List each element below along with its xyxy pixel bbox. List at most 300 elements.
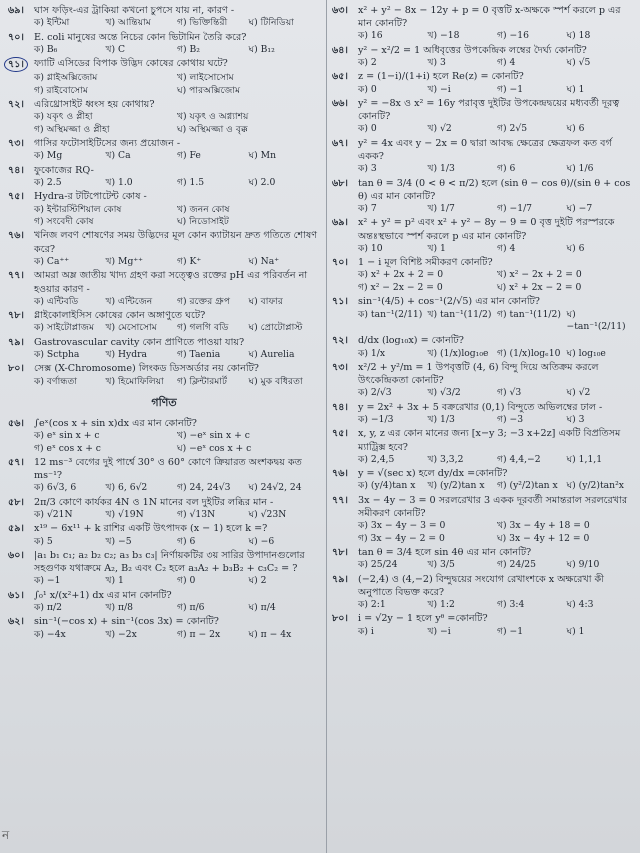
option: ক) 2:1 xyxy=(358,599,386,610)
option: ক) 3 xyxy=(358,163,377,175)
option: ক) x² + 2x + 2 = 0 xyxy=(358,269,444,281)
question-number: ৬২। xyxy=(8,616,24,628)
question-text: x, y, z এর কোন মানের জন্য [x−y 3; −3 x+2z] একটি বিপ্রতিসম ম্যাট্রিক্স হবে? xyxy=(358,428,621,453)
option: ঘ) 24√2, 24 xyxy=(248,482,302,494)
question-text: ∫₀¹ x/(x²+1) dx এর মান কোনটি? xyxy=(34,589,172,601)
question xyxy=(8,4,320,30)
options xyxy=(8,349,320,361)
option: ক) 16 xyxy=(358,30,383,42)
question-text: ফ্যাটি এসিডের বিপাক উদ্ভিদ কোষের কোথায় ঘটে? xyxy=(34,58,228,70)
question-line xyxy=(8,269,320,295)
question xyxy=(332,137,636,176)
question xyxy=(332,334,636,360)
option: ঘ) √2 xyxy=(566,387,591,399)
option: ক) 1/x xyxy=(358,347,386,359)
question xyxy=(8,269,320,308)
option: গ) −1 xyxy=(497,83,524,95)
option: খ) −5 xyxy=(105,535,132,547)
question-number: ৬৮। xyxy=(332,177,348,189)
question xyxy=(332,573,636,612)
option: ক) ইন্টিমা xyxy=(34,17,70,29)
question-number: ৬৩। xyxy=(332,5,348,16)
options xyxy=(332,309,636,334)
option: ঘ) পারঅক্সিজোম xyxy=(177,84,241,96)
question xyxy=(8,309,320,335)
option: ঘ) 1/6 xyxy=(566,163,594,175)
question-text: ∫eˣ(cos x + sin x)dx এর মান কোনটি? xyxy=(34,417,197,429)
option: ঘ) 3x − 4y + 12 = 0 xyxy=(497,532,590,544)
question xyxy=(332,494,636,545)
option: গ) −1 xyxy=(497,625,524,637)
question-line xyxy=(8,190,320,203)
question-number: ৬৯। xyxy=(332,217,348,229)
option: ক) যকৃৎ ও প্লীহা xyxy=(34,111,93,123)
option: খ) −i xyxy=(427,625,451,637)
option: ঘ) −7 xyxy=(566,203,593,215)
option: গ) রাইবোসোম xyxy=(34,84,89,96)
options xyxy=(8,536,320,548)
option: ক) 2.5 xyxy=(34,177,62,189)
option: গ) −16 xyxy=(497,30,529,42)
question-text: Gastrovascular cavity কোন প্রাণিতে পাওয়া যায়? xyxy=(34,336,245,348)
option: ক) √21N xyxy=(34,508,73,520)
option: গ) 3:4 xyxy=(497,599,525,610)
question xyxy=(332,216,636,255)
left-column xyxy=(8,4,320,642)
option: ঘ) x² + 2x − 2 = 0 xyxy=(497,281,582,293)
question-line xyxy=(332,295,636,308)
option: ক) (y/4)tan x xyxy=(358,480,416,492)
question-text: sin⁻¹(−cos x) + sin⁻¹(cos 3x) = কোনটি? xyxy=(34,616,219,628)
option: খ) (1/x)log₁₀e xyxy=(427,347,489,359)
option: খ) 3x − 4y + 18 = 0 xyxy=(497,520,590,532)
question-number: ৭৫। xyxy=(332,428,348,440)
question-text: খনিজ লবণ শোষণের সময় উদ্ভিদের মূল কোন ক্যাটায়ন দ্রুত গতিতে শোষণ করে? xyxy=(34,230,318,255)
option: খ) tan⁻¹(11/2) xyxy=(427,308,492,320)
option: ঘ) 6 xyxy=(566,242,585,254)
options xyxy=(8,17,320,29)
section-title: গণিত xyxy=(151,395,177,409)
option: ক) 5 xyxy=(34,535,53,547)
question-number: ৮০। xyxy=(332,613,348,625)
option: খ) 3 xyxy=(427,57,446,69)
question-number: ৬৭। xyxy=(332,137,348,149)
option: ঘ) B₁₂ xyxy=(248,43,275,55)
question-line xyxy=(332,256,636,269)
question-number: ৭৮। xyxy=(332,546,348,558)
option: গ) 2√5 xyxy=(497,123,528,135)
question-line xyxy=(332,361,636,387)
question-line xyxy=(332,467,636,480)
option: ক) Ca⁺⁺ xyxy=(34,255,70,267)
option: খ) −eˣ sin x + c xyxy=(177,430,250,442)
option: ক) i xyxy=(358,625,374,637)
option: গ) ভিক্তিন্তিরী xyxy=(177,17,228,29)
question-line xyxy=(332,573,636,599)
option: গ) সংবেদী কোষ xyxy=(34,216,94,228)
option: গ) √13N xyxy=(177,508,216,520)
question xyxy=(8,164,320,190)
question xyxy=(8,57,320,97)
column-divider xyxy=(326,0,327,853)
option: খ) 1.0 xyxy=(105,177,133,189)
question-text: 2π/3 কোণে কার্যকর 4N ও 1N মানের বল দুইটির লব্ধির মান - xyxy=(34,496,274,508)
options xyxy=(332,243,636,255)
option: খ) √19N xyxy=(105,508,144,520)
options xyxy=(8,111,320,136)
question-line xyxy=(332,137,636,163)
option: গ) Taenia xyxy=(177,348,221,360)
question xyxy=(332,177,636,216)
question xyxy=(8,229,320,268)
option: গ) (1/x)logₑ10 xyxy=(497,347,561,359)
question-number: ৭৬। xyxy=(8,230,24,242)
option: ক) B₆ xyxy=(34,43,58,55)
option: খ) 1:2 xyxy=(427,599,455,610)
question-text: y² = −8x ও x² = 16y পরাবৃত্ত দুইটির উপকেন্দ্রদ্বয়ের মধ্যবর্তী দূরত্ব কোনটি? xyxy=(358,98,620,123)
question-line xyxy=(332,612,636,625)
question-number: ৭২। xyxy=(332,335,348,347)
question xyxy=(8,615,320,641)
question-line xyxy=(332,4,636,30)
options xyxy=(332,348,636,360)
options xyxy=(332,387,636,399)
option: গ) B₂ xyxy=(177,43,200,55)
question-line xyxy=(8,57,320,72)
question-number: ৬৯। xyxy=(8,5,24,16)
question-number: ৭২। xyxy=(8,99,24,111)
question-number: ৭৭। xyxy=(8,270,24,282)
option: ঘ) log₁₀e xyxy=(566,347,606,359)
option: গ) Fe xyxy=(177,150,201,162)
options xyxy=(8,482,320,494)
question-number: ৬৫। xyxy=(332,71,348,83)
question xyxy=(332,70,636,96)
question xyxy=(332,612,636,638)
options xyxy=(332,414,636,426)
question-line xyxy=(332,70,636,83)
question-text: z = (1−i)/(1+i) হলে Re(z) = কোনটি? xyxy=(358,71,524,83)
question-text: E. coli মানুষের অন্তে নিচের কোন ভিটামিন তৈরি করে? xyxy=(34,31,247,43)
question-text: y² − x²/2 = 1 অধিবৃত্তের উপকেন্দ্রিক লম্বের দৈর্ঘ্য কোনটি? xyxy=(358,44,587,56)
question-number: ৬৪। xyxy=(332,44,348,56)
option: গ) K⁺ xyxy=(177,255,202,267)
question-number: ৬০। xyxy=(8,549,24,561)
option: গ) π − 2x xyxy=(177,628,221,640)
options xyxy=(8,256,320,268)
option: ক) −1 xyxy=(34,575,61,587)
options xyxy=(332,626,636,638)
question-line xyxy=(8,229,320,255)
option: ক) ইন্টারস্টিশিয়াল কোষ xyxy=(34,203,122,215)
question-number: ৫৭। xyxy=(8,456,24,468)
options xyxy=(332,123,636,135)
option: ক) −4x xyxy=(34,628,66,640)
option: ক) এন্টিবডি xyxy=(34,295,79,307)
question xyxy=(8,417,320,455)
option: খ) Hydra xyxy=(105,348,147,360)
question-number: ৮০। xyxy=(8,363,24,375)
option: ক) eˣ sin x + c xyxy=(34,430,100,442)
option: খ) C xyxy=(105,43,126,55)
right-column xyxy=(332,4,636,639)
option: ঘ) বাফার xyxy=(248,295,283,307)
option: ক) 7 xyxy=(358,203,377,215)
option: ঘ) √23N xyxy=(248,508,287,520)
question-line xyxy=(8,362,320,375)
question-text: Hydra-র টটিপোটেন্ট কোষ - xyxy=(34,191,147,203)
question-text: x²/2 + y²/m = 1 উপবৃত্তটি (4, 6) বিন্দু দিয়ে অতিক্রম করলে উৎকেন্দ্রিকতা কোনটি? xyxy=(358,361,599,387)
options xyxy=(332,480,636,492)
option: ঘ) Mn xyxy=(248,150,277,162)
question xyxy=(8,98,320,136)
question-line xyxy=(8,31,320,44)
option: ক) 0 xyxy=(358,83,377,95)
option: গ) 4 xyxy=(497,242,516,254)
question-text: x² + y² = p² এবং x² + y² − 8y − 9 = 0 বৃত্ত দুইটি পরস্পরকে অন্তঃস্থভাবে স্পর্শ করলে p এর মান কোনটি? xyxy=(358,217,615,242)
option: ঘ) π − 4x xyxy=(248,628,292,640)
option: ঘ) 18 xyxy=(566,30,591,42)
options xyxy=(8,72,320,97)
question-text: আমরা অম্ল জাতীয় খাদ্য গ্রহণ করা সত্ত্বেও রক্তের pH এর পরিবর্তন না হওয়ার কারণ - xyxy=(34,270,308,295)
options xyxy=(8,322,320,334)
option: ঘ) 1 xyxy=(566,83,585,95)
math-questions-right xyxy=(332,4,636,638)
option: খ) √3/2 xyxy=(427,387,461,399)
option: ঘ) 3 xyxy=(566,413,585,425)
option: ক) 3x − 4y − 3 = 0 xyxy=(358,520,446,532)
option: গ) tan⁻¹(11/2) xyxy=(497,308,561,320)
question-line xyxy=(8,4,320,17)
option: গ) (y²/2)tan x xyxy=(497,480,558,492)
option: খ) 6, 6√2 xyxy=(105,482,148,494)
question-number: ৭৪। xyxy=(332,401,348,413)
options xyxy=(332,454,636,466)
options xyxy=(332,203,636,215)
question xyxy=(332,97,636,136)
option: ঘ) 4:3 xyxy=(566,599,594,610)
margin-mark: ন xyxy=(2,828,10,842)
options xyxy=(332,520,636,545)
option: খ) লাইসোসোম xyxy=(177,72,234,84)
option: খ) π/8 xyxy=(105,602,134,613)
question-text: y = 2x² + 3x + 5 বক্ররেখার (0,1) বিন্দুতে অভিলম্বের ঢাল - xyxy=(358,401,603,413)
question-line xyxy=(8,549,320,575)
option: ক) 0 xyxy=(358,123,377,135)
option: খ) 3/5 xyxy=(427,559,455,571)
option: ঘ) 9/10 xyxy=(566,559,600,571)
options xyxy=(332,84,636,96)
option: গ) −1/7 xyxy=(497,203,533,215)
question-number: ৭৫। xyxy=(8,191,24,203)
question xyxy=(332,427,636,466)
options xyxy=(8,150,320,162)
option: ঘ) −eˣ cos x + c xyxy=(177,442,252,454)
option: গ) 1.5 xyxy=(177,177,205,189)
options xyxy=(8,204,320,229)
question-number: ৭৪। xyxy=(8,164,24,176)
question-number: ৭০। xyxy=(8,31,24,43)
option: গ) π/6 xyxy=(177,602,205,613)
question xyxy=(332,295,636,333)
option: ঘ) 2 xyxy=(248,575,267,587)
option: ক) 2/√3 xyxy=(358,387,392,399)
question-line xyxy=(8,309,320,322)
option: গ) অস্থিমজ্জা ও প্লীহা xyxy=(34,123,110,135)
question-text: সেক্স (X-Chromosome) লিংকড ডিসঅর্ডার নয় কোনটি? xyxy=(34,363,259,375)
question-number: ৭৭। xyxy=(332,494,348,506)
question-number: ৭৩। xyxy=(8,138,24,150)
option: ঘ) 2.0 xyxy=(248,177,276,189)
option: ক) 2 xyxy=(358,57,377,69)
option: খ) 1/3 xyxy=(427,163,455,175)
options xyxy=(8,296,320,308)
question-text: sin⁻¹(4/5) + cos⁻¹(2/√5) এর মান কোনটি? xyxy=(358,296,540,308)
option: ক) tan⁻¹(2/11) xyxy=(358,308,423,320)
question-text: d/dx (log₁₀x) = কোনটি? xyxy=(358,335,464,347)
question-line xyxy=(8,615,320,628)
question xyxy=(8,362,320,388)
circled-number: ৭১। xyxy=(4,57,28,72)
question-text: 1 − i মূল বিশিষ্ট সমীকরণ কোনটি? xyxy=(358,257,493,269)
question-number: ৭৯। xyxy=(332,573,348,585)
option: ঘ) (y/2)tan²x xyxy=(566,480,624,492)
question xyxy=(332,361,636,400)
question-number: ৫৬। xyxy=(8,417,24,429)
question-text: গ্লাইকোলাইসিস কোষের কোন অঙ্গাণুতে ঘটে? xyxy=(34,310,206,322)
question xyxy=(8,522,320,548)
question xyxy=(8,137,320,163)
question-text: ফুকোজের RQ- xyxy=(34,164,94,176)
options xyxy=(332,269,636,294)
question xyxy=(8,336,320,362)
option: খ) 3,3,2 xyxy=(427,453,464,465)
question-line xyxy=(8,137,320,150)
option: ঘ) অস্থিমজ্জা ও বৃক্ক xyxy=(177,123,248,135)
math-questions-left xyxy=(8,417,320,641)
option: খ) √2 xyxy=(427,123,452,135)
option: ক) 6√3, 6 xyxy=(34,482,77,494)
option: খ) হিমোফিলিয়া xyxy=(105,375,164,387)
question-text: 12 ms⁻³ বেগের দুই পার্শ্বে 30° ও 60° কোণে ক্রিয়ারত অংশকদ্বয় কত ms⁻¹? xyxy=(34,456,302,482)
question xyxy=(332,546,636,572)
option: খ) Mg⁺⁺ xyxy=(105,255,144,267)
option: গ) 6 xyxy=(497,163,516,175)
options xyxy=(8,177,320,189)
question-line xyxy=(332,546,636,559)
question-text: y² = 4x এবং y − 2x = 0 দ্বারা আবদ্ধ ক্ষেত্রের ক্ষেত্রফল কত বর্গ একক? xyxy=(358,137,612,163)
question-number: ৭০। xyxy=(332,257,348,269)
question xyxy=(8,549,320,588)
question-line xyxy=(332,334,636,347)
question-number: ৬৬। xyxy=(332,98,348,110)
option: খ) 1 xyxy=(105,575,124,587)
question-text: এরিথ্রোসাইট ধ্বংস হয় কোথায়? xyxy=(34,99,155,111)
option: গ) −3 xyxy=(497,413,524,425)
question-text: tan θ = 3/4 (0 < θ < π/2) হলে (sin θ − cos θ)/(sin θ + cos θ) এর মান কোনটি? xyxy=(358,177,631,202)
question-text: x¹⁹ − 6x¹¹ + k রাশির একটি উৎপাদক (x − 1) হলে k =? xyxy=(34,523,268,535)
question-number: ৭৯। xyxy=(8,336,24,348)
option: ঘ) 1 xyxy=(566,625,585,637)
options xyxy=(332,57,636,69)
option: ক) 2,4,5 xyxy=(358,453,395,465)
question-text: ঘাস ফড়িং-এর ট্রাকিয়া কখনো চুপসে যায় না, কারণ - xyxy=(34,5,235,16)
question-number: ৭৬। xyxy=(332,468,348,480)
options xyxy=(8,629,320,641)
option: গ) 24, 24√3 xyxy=(177,482,231,494)
question-line xyxy=(8,336,320,349)
question-text: tan θ = 3/4 হলে sin 4θ এর মান কোনটি? xyxy=(358,546,532,558)
option: খ) −i xyxy=(427,83,451,95)
question-line xyxy=(332,44,636,57)
option: ক) বর্ণান্ধতা xyxy=(34,375,78,387)
option: ঘ) প্রোটোপ্লাস্ট xyxy=(248,322,303,334)
question xyxy=(332,401,636,427)
option: ক) 10 xyxy=(358,242,383,254)
options xyxy=(8,376,320,388)
question-line xyxy=(8,98,320,111)
option: গ) eˣ cos x + c xyxy=(34,442,101,454)
question-line xyxy=(8,417,320,430)
option: খ) (y/2)tan x xyxy=(427,480,485,492)
question-number: ৫৯। xyxy=(8,523,24,535)
options xyxy=(8,44,320,56)
option: গ) ক্লিন্টারমার্ট xyxy=(177,375,228,387)
question xyxy=(8,589,320,615)
option: খ) −2x xyxy=(105,628,137,640)
question-line xyxy=(8,496,320,509)
question-number xyxy=(8,57,34,72)
option: গ) গলগি বডি xyxy=(177,322,229,334)
question-line xyxy=(332,401,636,414)
question-line xyxy=(332,97,636,123)
option: ঘ) মুক বধিরতা xyxy=(248,375,303,387)
option: গ) 3x − 4y − 2 = 0 xyxy=(358,532,445,544)
option: গ) 0 xyxy=(177,575,196,587)
question xyxy=(8,456,320,495)
option: খ) জনন কোষ xyxy=(177,203,230,215)
question-text: |a₁ b₁ c₁; a₂ b₂ c₂; a₃ b₃ c₃| নির্ণায়কটির ৩য় সারির উপাদানগুলোর সহগুণক যথাক্রমে A₂, B₂ এবং C₂ হলে a₃A₂ + b₃B₂ + c₃C₂ = ? xyxy=(34,549,305,575)
question-line xyxy=(332,177,636,203)
question-text: গাসির ফটোসাইটিসের জন্য প্রয়োজন - xyxy=(34,138,181,150)
question-line xyxy=(8,164,320,177)
option: গ) 24/25 xyxy=(497,559,537,571)
question-number: ৭৮। xyxy=(8,310,24,322)
options xyxy=(8,430,320,455)
option: গ) 6 xyxy=(177,535,196,547)
question-text: i = √2y − 1 হলে yᶿ =কোনটি? xyxy=(358,613,488,625)
options xyxy=(332,599,636,611)
option: গ) x² − 2x − 2 = 0 xyxy=(358,281,443,293)
question-number: ৫৮। xyxy=(8,496,24,508)
question xyxy=(8,190,320,228)
option: গ) √3 xyxy=(497,387,522,399)
question-text: y = √(sec x) হলে dy/dx =কোনটি? xyxy=(358,468,508,480)
options xyxy=(332,559,636,571)
option: ক) π/2 xyxy=(34,602,62,613)
biology-questions xyxy=(8,4,320,388)
option: খ) আন্তিয়াম xyxy=(105,17,151,29)
option: ক) সাইটোপ্লাজম xyxy=(34,322,95,334)
option: খ) Ca xyxy=(105,150,131,162)
question-number: ৭৩। xyxy=(332,361,348,373)
option: ঘ) 6 xyxy=(566,123,585,135)
option: ক) −1/3 xyxy=(358,413,394,425)
option: ঘ) π/4 xyxy=(248,602,276,613)
option: খ) x² − 2x + 2 = 0 xyxy=(497,269,582,281)
option: খ) 1/7 xyxy=(427,203,455,215)
question xyxy=(8,496,320,522)
